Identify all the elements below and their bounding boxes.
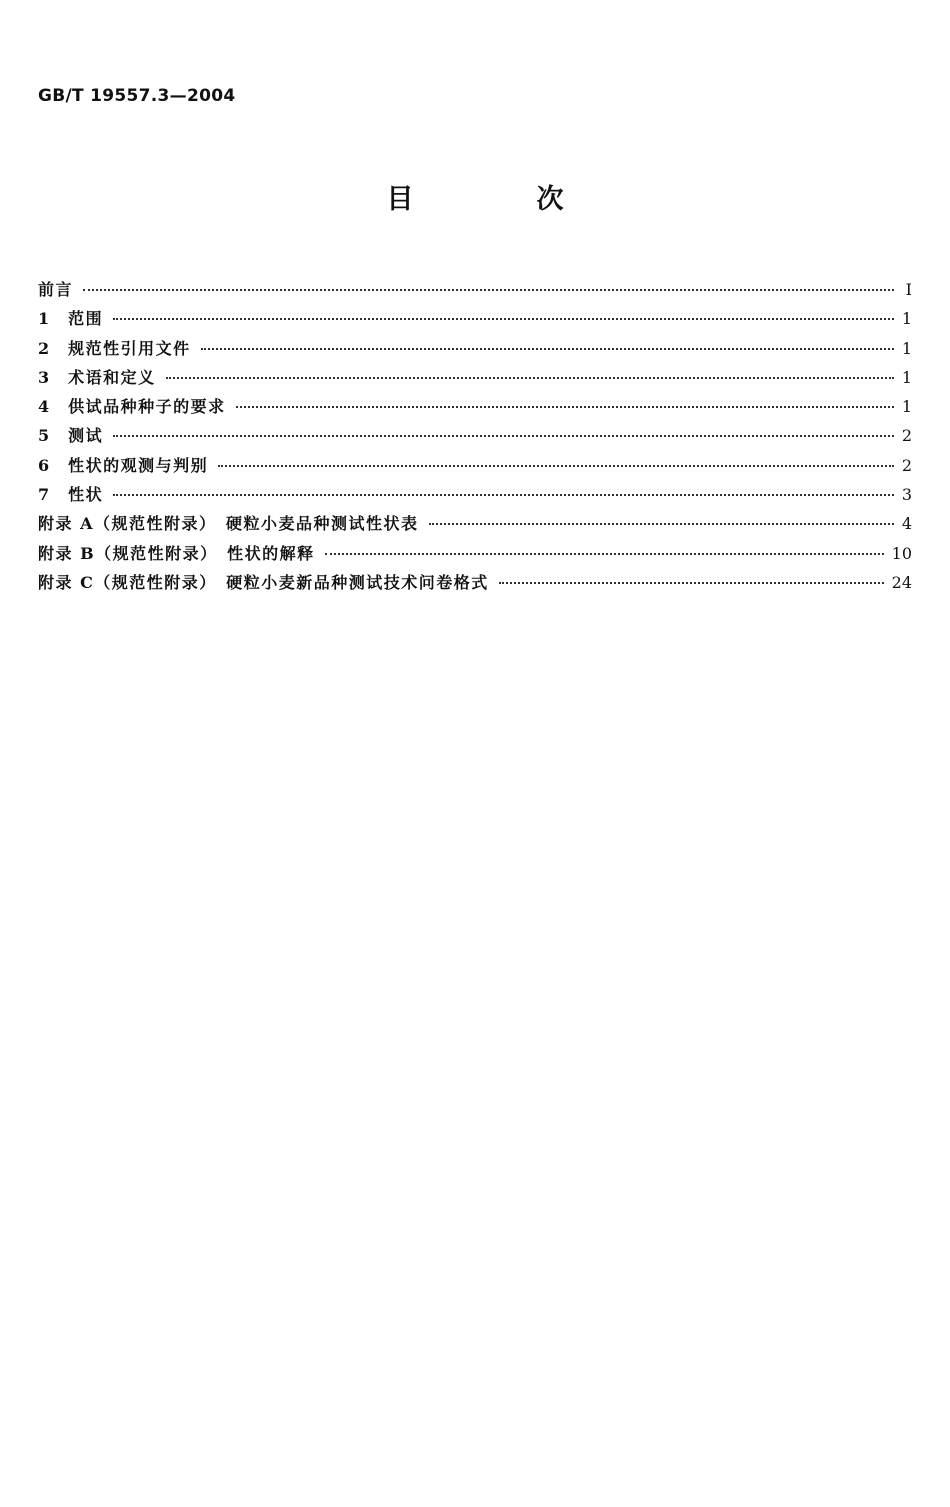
dot-leader xyxy=(201,348,894,350)
standard-code: GB/T 19557.3—2004 xyxy=(38,86,236,106)
toc-entry-annex-a[interactable] xyxy=(38,511,912,540)
dot-leader xyxy=(166,377,894,379)
toc-page-number: I xyxy=(905,280,912,299)
toc-page-number: 2 xyxy=(901,455,912,475)
toc-entry-seed-requirements[interactable] xyxy=(38,394,912,423)
dot-leader xyxy=(236,406,894,408)
toc-page-number: 4 xyxy=(901,514,912,534)
toc-page-number: 1 xyxy=(901,397,912,417)
dot-leader xyxy=(113,318,894,320)
toc-page-number: 3 xyxy=(901,485,912,505)
toc-entry-label: 1 范围 xyxy=(38,309,104,329)
toc-entry-annex-b[interactable] xyxy=(38,541,912,570)
toc-entry-normative-references[interactable] xyxy=(38,336,912,365)
dot-leader xyxy=(113,435,894,437)
toc-page-number: 10 xyxy=(891,543,912,563)
dot-leader xyxy=(83,289,894,291)
toc-entry-label: 6 性状的观测与判别 xyxy=(38,455,209,475)
toc-page-number: 24 xyxy=(891,572,912,592)
toc-page-number: 1 xyxy=(901,309,912,329)
toc-entry-label: 7 性状 xyxy=(38,485,104,505)
dot-leader xyxy=(113,494,894,496)
table-of-contents xyxy=(38,277,912,599)
page-title: 目 次 xyxy=(386,184,612,215)
toc-page-number: 1 xyxy=(901,367,912,387)
toc-page-number: 1 xyxy=(901,338,912,358)
toc-entry-label: 附录 C（规范性附录） 硬粒小麦新品种测试技术问卷格式 xyxy=(38,572,489,592)
toc-entry-scope[interactable] xyxy=(38,306,912,335)
toc-entry-label: 前言 xyxy=(38,280,74,299)
toc-entry-label: 5 测试 xyxy=(38,426,104,446)
dot-leader xyxy=(218,465,894,467)
toc-entry-foreword[interactable] xyxy=(38,277,912,306)
toc-entry-terms-definitions[interactable] xyxy=(38,365,912,394)
toc-entry-label: 3 术语和定义 xyxy=(38,367,156,387)
toc-entry-characteristics[interactable] xyxy=(38,482,912,511)
toc-entry-label: 附录 B（规范性附录） 性状的解释 xyxy=(38,543,315,563)
toc-entry-label: 2 规范性引用文件 xyxy=(38,338,191,358)
dot-leader xyxy=(499,582,884,584)
toc-entry-testing[interactable] xyxy=(38,423,912,452)
dot-leader xyxy=(429,523,894,525)
toc-entry-label: 4 供试品种种子的要求 xyxy=(38,397,226,417)
toc-page-number: 2 xyxy=(901,426,912,446)
toc-entry-label: 附录 A（规范性附录） 硬粒小麦品种测试性状表 xyxy=(38,514,419,534)
dot-leader xyxy=(325,553,884,555)
toc-entry-annex-c[interactable] xyxy=(38,570,912,599)
toc-entry-observation[interactable] xyxy=(38,453,912,482)
